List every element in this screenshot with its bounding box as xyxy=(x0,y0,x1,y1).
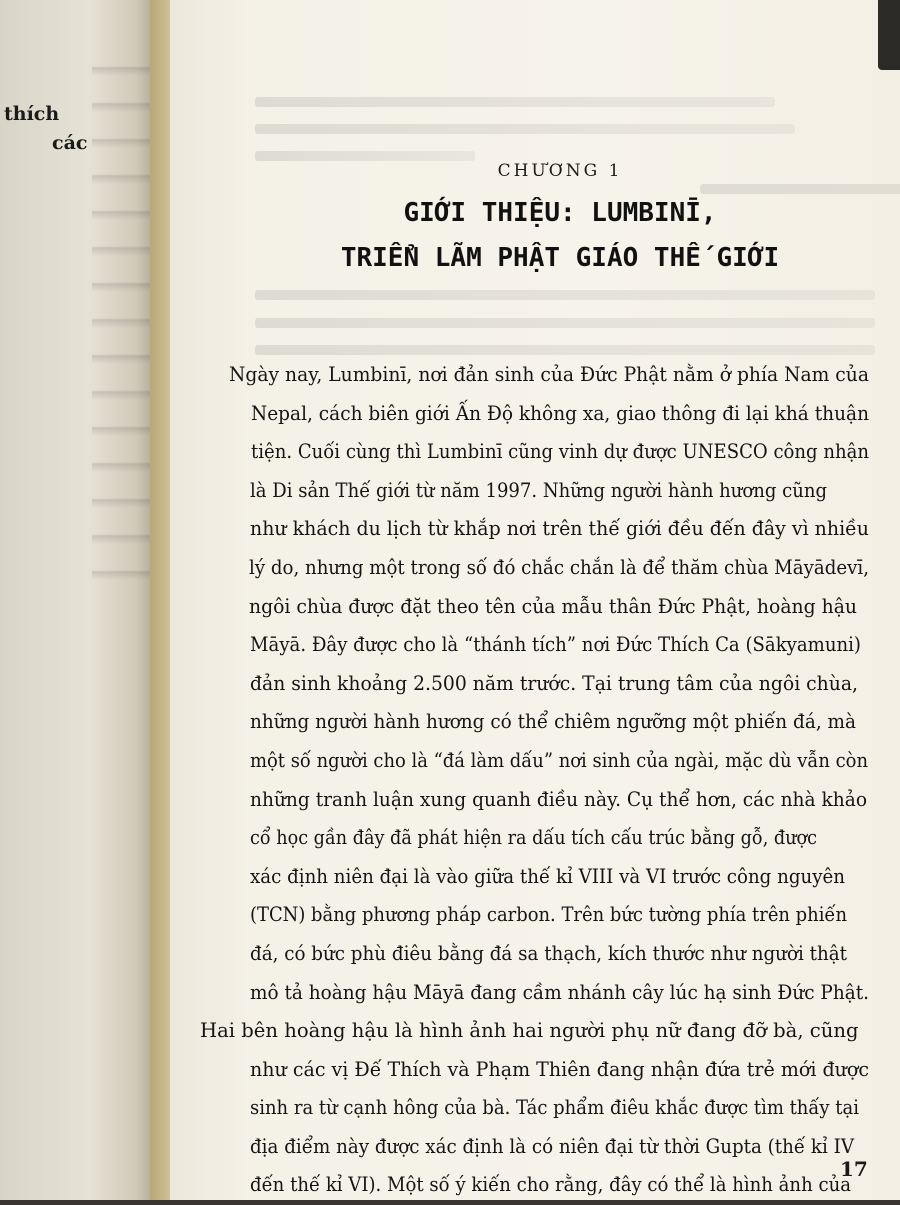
body-line: Hai bên hoàng hậu là hình ảnh hai người phụ nữ đang đỡ bà, cũng xyxy=(200,1019,859,1043)
body-line: Ngày nay, Lumbinī, nơi đản sinh của Đức Phật nằm ở phía Nam của xyxy=(229,363,869,386)
body-line: đá, có bức phù điêu bằng đá sa thạch, kích thước như người thật xyxy=(250,941,847,965)
body-line: sinh ra từ cạnh hông của bà. Tác phẩm điêu khắc được tìm thấy tại xyxy=(250,1096,859,1120)
page-number: 17 xyxy=(840,1157,868,1181)
body-line: xác định niên đại là vào giữa thế kỉ VIII và VI trước công nguyên xyxy=(250,864,846,888)
body-line: như khách du lịch từ khắp nơi trên thế giới đều đến đây vì nhiều xyxy=(250,517,870,541)
body-line: (TCN) bằng phương pháp carbon. Trên bức tường phía trên phiến xyxy=(250,903,848,927)
chapter-title-line-1: GIỚI THIỆU: LUMBINĪ, xyxy=(403,198,717,228)
left-fragment-word-1: thích xyxy=(4,103,60,125)
body-line: là Di sản Thế giới từ năm 1997. Những người hành hương cũng xyxy=(250,478,828,502)
body-line: đến thế kỉ VI). Một số ý kiến cho rằng, đây có thể là hình ảnh của xyxy=(250,1173,851,1197)
body-paragraph xyxy=(200,356,870,1205)
body-line: ngôi chùa được đặt theo tên của mẫu thân Đức Phật, hoàng hậu xyxy=(249,594,857,618)
body-line: những người hành hương có thể chiêm ngưỡng một phiến đá, mà xyxy=(250,710,857,734)
body-line: Nepal, cách biên giới Ấn Độ không xa, giao thông đi lại khá thuận xyxy=(251,401,870,425)
body-line: Māyā. Đây được cho là “thánh tích” nơi Đức Thích Ca (Sākyamuni) xyxy=(250,633,861,657)
body-line: những tranh luận xung quanh điều này. Cụ thể hơn, các nhà khảo xyxy=(250,787,868,811)
body-line: đản sinh khoảng 2.500 năm trước. Tại trung tâm của ngôi chùa, xyxy=(250,671,859,695)
body-line: tiện. Cuối cùng thì Lumbinī cũng vinh dự được UNESCO công nhận xyxy=(251,440,870,464)
body-line: địa điểm này được xác định là có niên đại từ thời Gupta (thế kỉ IV xyxy=(250,1134,855,1158)
body-line: như các vị Đế Thích và Phạm Thiên đang nhận đứa trẻ mới được xyxy=(250,1057,870,1081)
body-line: mô tả hoàng hậu Māyā đang cầm nhánh cây lúc hạ sinh Đức Phật. xyxy=(250,980,870,1004)
left-fragment-word-2: các xyxy=(52,132,88,155)
body-line: cổ học gần đây đã phát hiện ra dấu tích cấu trúc bằng gỗ, được xyxy=(250,826,818,850)
body-line: lý do, nhưng một trong số đó chắc chắn là để thăm chùa Māyādevī, xyxy=(249,555,870,579)
body-line: một số người cho là “đá làm dấu” nơi sinh của ngài, mặc dù vẫn còn xyxy=(250,748,869,772)
chapter-title-line-2: TRIỂN LÃM PHẬT GIÁO THẾ GIỚI xyxy=(340,243,780,273)
chapter-label: CHƯƠNG 1 xyxy=(497,161,623,181)
